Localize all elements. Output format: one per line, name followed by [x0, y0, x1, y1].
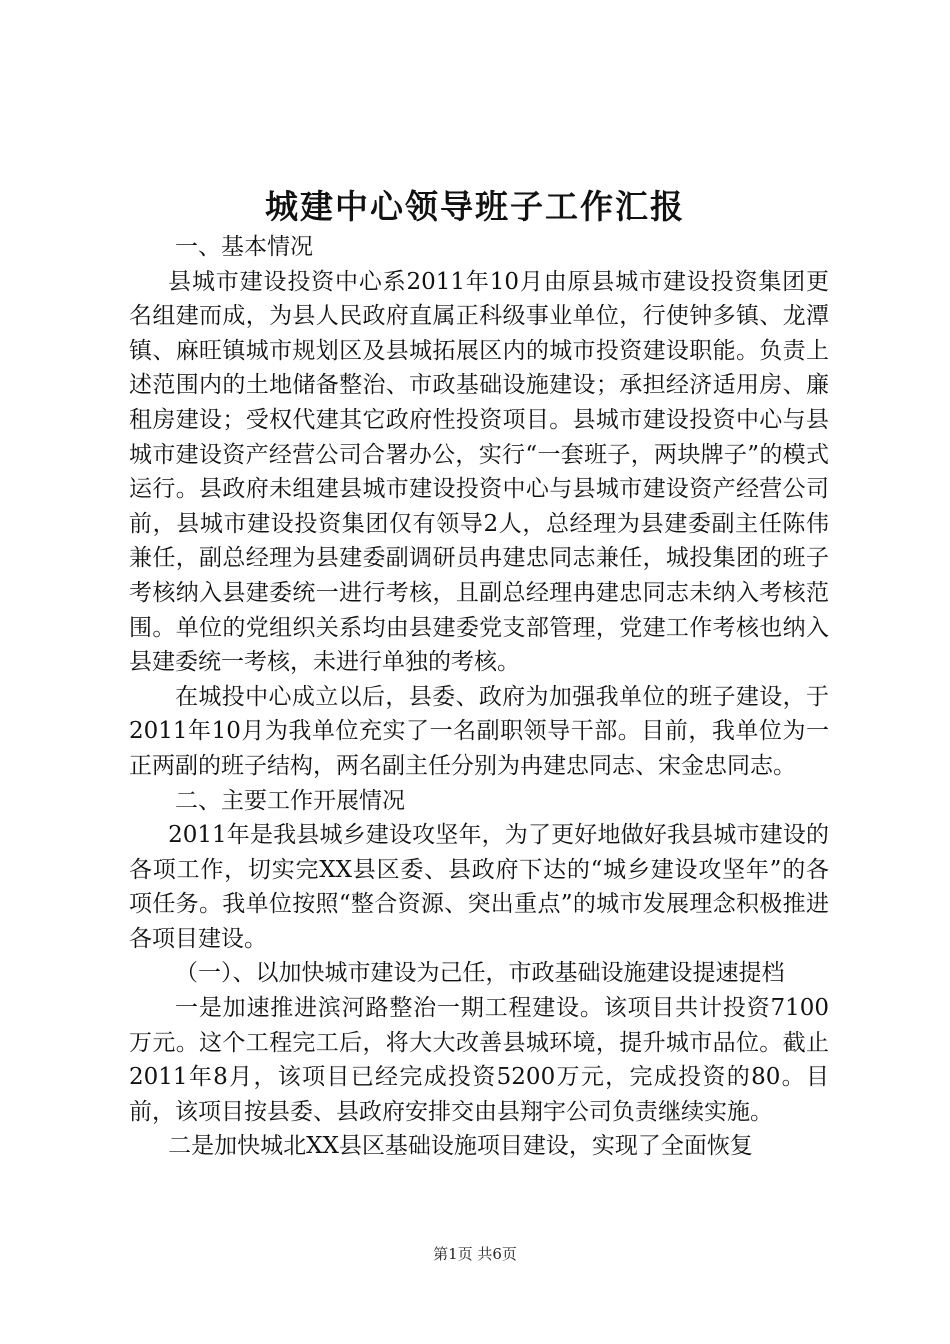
page-footer: 第1页 共6页	[433, 1245, 517, 1263]
section-heading-basic-info: 一、基本情况	[175, 234, 313, 260]
paragraph: 一是加速推进滨河路整治一期工程建设。该项目共计投资7100万元。这个工程完工后，将大大改善县城环境，提升城市品位。截止2011年8月，该项目已经完成投资5200万元，完成投资的80。目前，该项目按县委、县政府安排交由县翔宇公司负责继续实施。	[129, 995, 829, 1125]
paragraph: 在城投中心成立以后，县委、政府为加强我单位的班子建设，于2011年10月为我单位充实了一名副职领导干部。目前，我单位为一正两副的班子结构，两名副主任分别为冉建忠同志、宋金忠同志。	[129, 683, 829, 779]
subsection-heading: （一）、以加快城市建设为己任，市政基础设施建设提速提档	[175, 960, 785, 987]
paragraph: 2011年是我县城乡建设攻坚年，为了更好地做好我县城市建设的各项工作，切实完XX县区委、县政府下达的“城乡建设攻坚年”的各项任务。我单位按照“整合资源、突出重点”的城市发展理念积极推进各项目建设。	[129, 822, 829, 952]
document-title: 城建中心领导班子工作汇报	[265, 187, 685, 226]
section-heading-main-work: 二、主要工作开展情况	[175, 787, 405, 814]
paragraph: 县城市建设投资中心系2011年10月由原县城市建设投资集团更名组建而成，为县人民政府直属正科级事业单位，行使钟多镇、龙潭镇、麻旺镇城市规划区及县城拓展区内的城市投资建设职能。负责上述范围内的土地储备整治、市政基础设施建设；承担经济适用房、廉租房建设；受权代建其它政府性投资项目。县城市建设投资中心与县城市建设资产经营公司合署办公，实行“一套班子，两块牌子”的模式运行。县政府未组建县城市建设投资中心与县城市建设资产经营公司前，县城市建设投资集团仅有领导2人，总经理为县建委副主任陈伟兼任，副总经理为县建委副调研员冉建忠同志兼任，城投集团的班子考核纳入县建委统一进行考核，且副总经理冉建忠同志未纳入考核范围。单位的党组织关系均由县建委党支部管理，党建工作考核也纳入县建委统一考核，未进行单独的考核。	[129, 268, 829, 676]
paragraph: 二是加快城北XX县区基础设施项目建设，实现了全面恢复	[168, 1133, 753, 1160]
document-body	[129, 230, 829, 1164]
